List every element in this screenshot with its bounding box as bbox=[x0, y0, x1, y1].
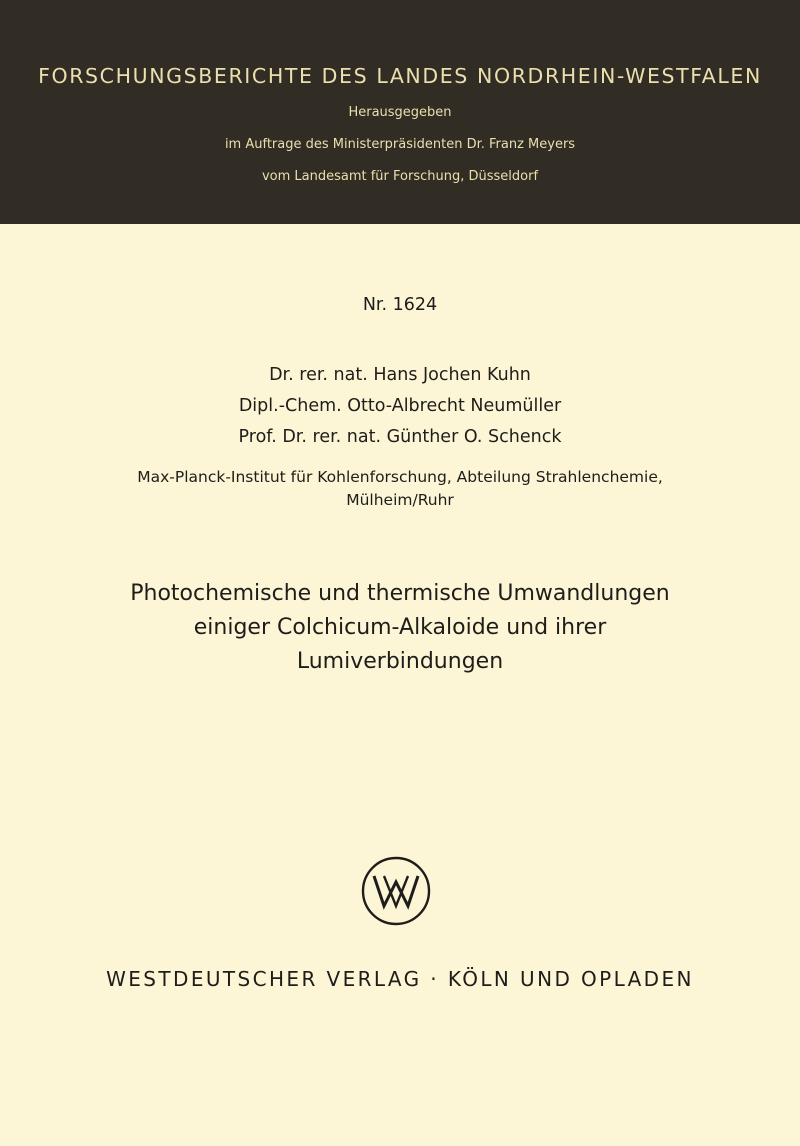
publisher-imprint: WESTDEUTSCHER VERLAG · KÖLN UND OPLADEN bbox=[106, 967, 694, 991]
report-number: Nr. 1624 bbox=[362, 295, 438, 315]
author-name: Dipl.-Chem. Otto-Albrecht Neumüller bbox=[238, 396, 562, 416]
wv-monogram-icon bbox=[360, 855, 432, 927]
institute-city: Mülheim/Ruhr bbox=[346, 491, 454, 509]
title-line: Photochemische und thermische Umwandlungen bbox=[130, 581, 670, 606]
title-line: einiger Colchicum-Alkaloide und ihrer bbox=[193, 615, 607, 640]
institute-affiliation bbox=[0, 466, 800, 512]
office-line: vom Landesamt für Forschung, Düsseldorf bbox=[261, 169, 539, 184]
author-name: Prof. Dr. rer. nat. Günther O. Schenck bbox=[238, 427, 562, 447]
institute-line: Max-Planck-Institut für Kohlenforschung, Abteilung Strahlenchemie, bbox=[137, 468, 663, 486]
header-band bbox=[0, 0, 800, 224]
title-line: Lumiverbindungen bbox=[296, 649, 504, 674]
author-name: Dr. rer. nat. Hans Jochen Kuhn bbox=[269, 365, 531, 385]
editor-line: Herausgegeben bbox=[348, 105, 452, 120]
book-title bbox=[0, 577, 800, 679]
commission-line: im Auftrage des Ministerpräsidenten Dr. Franz Meyers bbox=[224, 137, 576, 152]
series-title: FORSCHUNGSBERICHTE DES LANDES NORDRHEIN-WESTFALEN bbox=[38, 64, 762, 88]
author-list bbox=[0, 360, 800, 453]
